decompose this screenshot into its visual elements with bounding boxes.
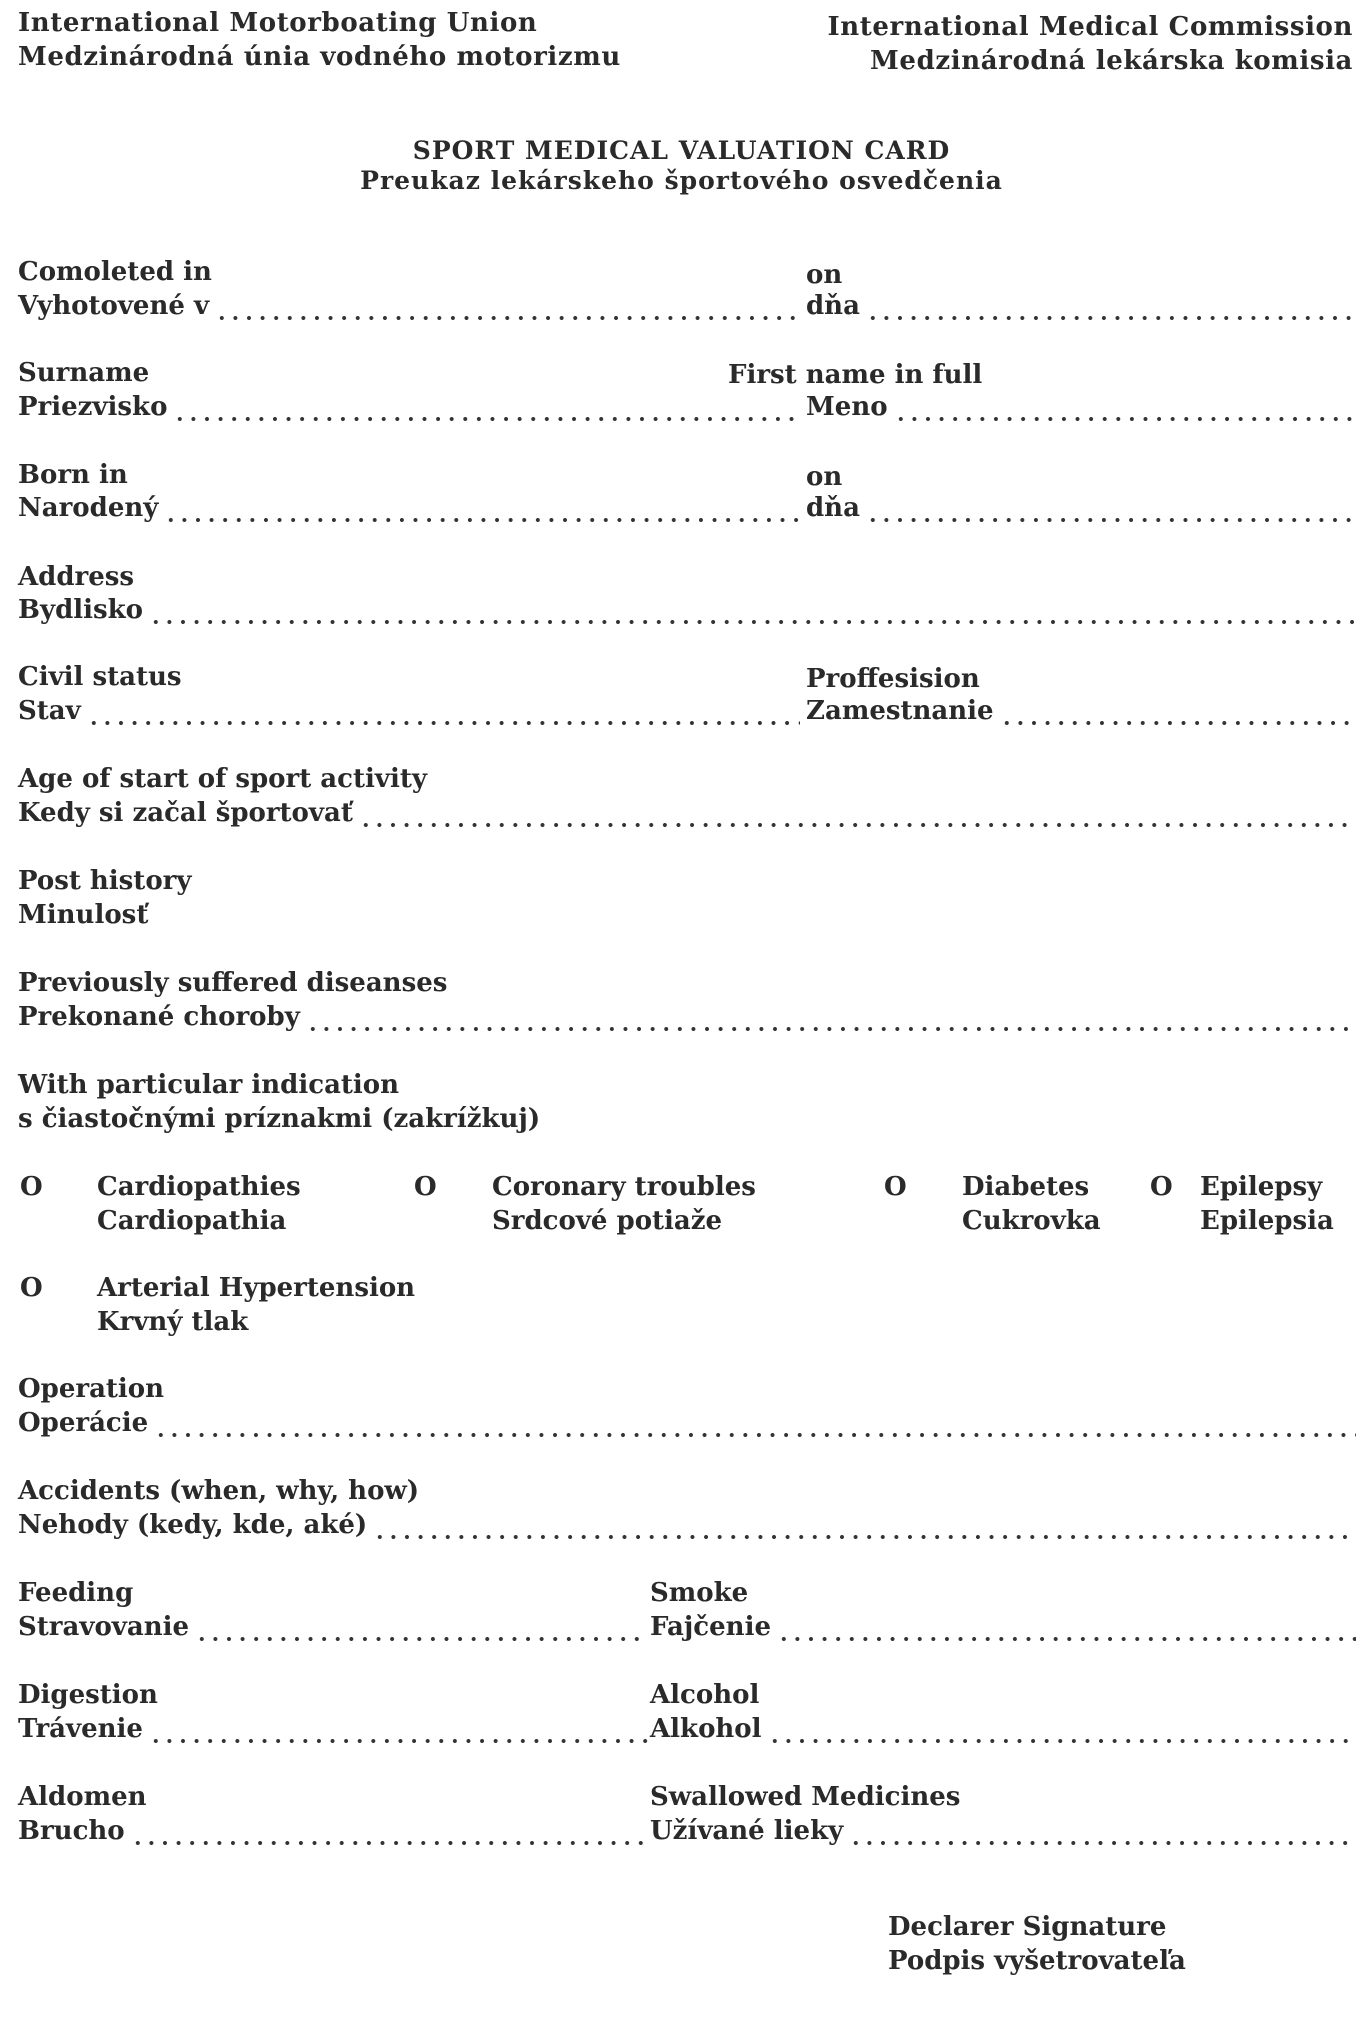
medicines-dots: [849, 1814, 1356, 1848]
card-title: SPORT MEDICAL VALUATION CARD: [412, 136, 951, 165]
diseases-label-en: Previously suffered diseanses: [18, 968, 448, 998]
header-right-sk: Medzinárodná lekárska komisia: [870, 46, 1353, 76]
born-on-field[interactable]: [806, 491, 1356, 525]
feeding-label-en: Feeding: [18, 1578, 134, 1608]
born-on-label-en: on: [806, 462, 843, 492]
checkbox-cardiopathies[interactable]: O: [20, 1172, 43, 1202]
coronary-label-en: Coronary troubles: [492, 1172, 756, 1202]
born-on-dots: [866, 491, 1356, 525]
diabetes-label-en: Diabetes: [962, 1172, 1090, 1202]
firstname-dots: [894, 390, 1356, 424]
signature-label-sk: Podpis vyšetrovateľa: [888, 1946, 1186, 1976]
age-dots: [359, 796, 1356, 830]
checkbox-hypertension[interactable]: O: [20, 1273, 43, 1303]
firstname-label-sk: Meno: [806, 392, 888, 422]
feeding-label-sk: Stravovanie: [18, 1612, 190, 1642]
medicines-field[interactable]: [650, 1814, 1356, 1848]
abdomen-label-sk: Brucho: [18, 1816, 125, 1846]
born-label-en: Born in: [18, 460, 128, 490]
accidents-label-en: Accidents (when, why, how): [18, 1476, 420, 1506]
age-label-en: Age of start of sport activity: [18, 764, 427, 794]
profession-field[interactable]: [806, 694, 1356, 728]
operation-label-sk: Operácie: [18, 1408, 149, 1438]
feeding-dots: [195, 1610, 648, 1644]
checkbox-coronary[interactable]: O: [414, 1172, 437, 1202]
completed-label-en: Comoleted in: [18, 257, 212, 287]
digestion-label-sk: Trávenie: [18, 1714, 143, 1744]
hypertension-label-en: Arterial Hypertension: [97, 1273, 416, 1303]
digestion-dots: [149, 1712, 648, 1746]
firstname-field[interactable]: [806, 390, 1356, 424]
diseases-field[interactable]: [18, 1000, 1356, 1034]
diseases-label-sk: Prekonané choroby: [18, 1002, 300, 1032]
medicines-label-sk: Užívané lieky: [650, 1816, 844, 1846]
civil-dots: [87, 694, 800, 728]
epilepsy-label-en: Epilepsy: [1200, 1172, 1323, 1202]
age-field[interactable]: [18, 796, 1356, 830]
past-label-en: Post history: [18, 866, 192, 896]
abdomen-label-en: Aldomen: [18, 1782, 147, 1812]
diseases-dots: [306, 1000, 1356, 1034]
surname-field[interactable]: [18, 390, 800, 424]
accidents-dots: [373, 1508, 1356, 1542]
alcohol-field[interactable]: [650, 1712, 1356, 1746]
civil-label-en: Civil status: [18, 662, 182, 692]
operation-dots: [154, 1406, 1356, 1440]
born-label-sk: Narodený: [18, 493, 159, 523]
surname-dots: [173, 390, 800, 424]
accidents-field[interactable]: [18, 1508, 1356, 1542]
completed-on-dots: [866, 289, 1356, 323]
operation-field[interactable]: [18, 1406, 1356, 1440]
indication-label-sk: s čiastočnými príznakmi (zakrížkuj): [18, 1104, 541, 1134]
checkbox-epilepsy[interactable]: O: [1150, 1172, 1173, 1202]
header-left-en: International Motorboating Union: [18, 8, 538, 38]
born-on-label-sk: dňa: [806, 493, 860, 523]
digestion-label-en: Digestion: [18, 1680, 158, 1710]
completed-on-label-en: on: [806, 260, 843, 290]
signature-label-en: Declarer Signature: [888, 1912, 1167, 1942]
completed-label-sk: Vyhotovené v: [18, 291, 210, 321]
completed-dots: [215, 289, 800, 323]
accidents-label-sk: Nehody (kedy, kde, aké): [18, 1510, 368, 1540]
profession-label-sk: Zamestnanie: [806, 696, 994, 726]
smoke-dots: [777, 1610, 1356, 1644]
diabetes-label-sk: Cukrovka: [962, 1206, 1101, 1236]
address-label-en: Address: [18, 562, 135, 592]
smoke-label-sk: Fajčenie: [650, 1612, 771, 1642]
firstname-label-en: First name in full: [728, 360, 983, 390]
born-field[interactable]: [18, 491, 800, 525]
abdomen-dots: [131, 1814, 648, 1848]
completed-on-field[interactable]: [806, 289, 1356, 323]
cardiopathies-label-en: Cardiopathies: [97, 1172, 301, 1202]
smoke-label-en: Smoke: [650, 1578, 749, 1608]
age-label-sk: Kedy si začal športovať: [18, 798, 353, 828]
profession-label-en: Proffesision: [806, 664, 980, 694]
abdomen-field[interactable]: [18, 1814, 648, 1848]
past-label-sk: Minulosť: [18, 900, 149, 930]
operation-label-en: Operation: [18, 1374, 165, 1404]
address-label-sk: Bydlisko: [18, 595, 144, 625]
indication-label-en: With particular indication: [18, 1070, 400, 1100]
profession-dots: [1000, 694, 1356, 728]
epilepsy-label-sk: Epilepsia: [1200, 1206, 1334, 1236]
header-left-sk: Medzinárodná únia vodného motorizmu: [18, 42, 621, 72]
checkbox-diabetes[interactable]: O: [884, 1172, 907, 1202]
card-subtitle: Preukaz lekárskeho športového osvedčenia: [360, 166, 1003, 195]
surname-label-sk: Priezvisko: [18, 392, 168, 422]
surname-label-en: Surname: [18, 358, 150, 388]
completed-field[interactable]: [18, 289, 800, 323]
header-right-en: International Medical Commission: [827, 12, 1353, 42]
alcohol-label-en: Alcohol: [650, 1680, 760, 1710]
hypertension-label-sk: Krvný tlak: [97, 1307, 249, 1337]
civil-label-sk: Stav: [18, 696, 81, 726]
feeding-field[interactable]: [18, 1610, 648, 1644]
civil-field[interactable]: [18, 694, 800, 728]
alcohol-dots: [768, 1712, 1356, 1746]
cardiopathies-label-sk: Cardiopathia: [97, 1206, 287, 1236]
coronary-label-sk: Srdcové potiaže: [492, 1206, 723, 1236]
digestion-field[interactable]: [18, 1712, 648, 1746]
address-field[interactable]: [18, 593, 1356, 627]
address-dots: [149, 593, 1356, 627]
completed-on-label-sk: dňa: [806, 291, 860, 321]
alcohol-label-sk: Alkohol: [650, 1714, 762, 1744]
smoke-field[interactable]: [650, 1610, 1356, 1644]
medicines-label-en: Swallowed Medicines: [650, 1782, 961, 1812]
born-dots: [164, 491, 800, 525]
